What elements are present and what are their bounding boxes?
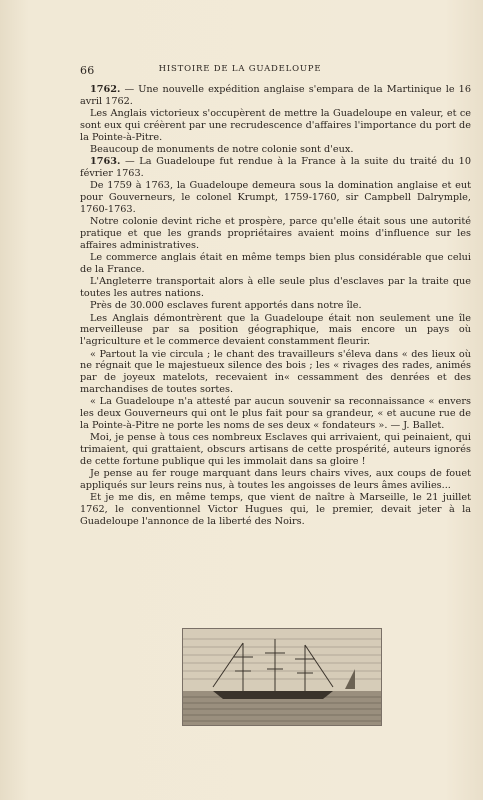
ship-engraving (182, 628, 382, 726)
paragraph: 1763. — La Guadeloupe fut rendue à la France à la suite du traité du 10 février 1763. (80, 156, 471, 180)
paragraph: 1762. — Une nouvelle expédition anglaise s'empara de la Martinique le 16 avril 1762. (80, 84, 471, 107)
paragraph: Les Anglais victorieux s'occupèrent de mettre la Guadeloupe en valeur, et ce sont eux qui créèrent par une recrudescence d'affaires l'importance du port de la Pointe-à-Pitre. (80, 108, 471, 143)
ship-illustration-icon (183, 629, 381, 725)
quote-paragraph: « La Guadeloupe n'a attesté par aucun souvenir sa reconnaissance « envers les deux Gouverneurs qui ont le plus fait pour sa grandeur, « et aucune rue de la Pointe-à-Pitre ne porte les noms de ses deux « fondateurs ». — J. Ballet. (80, 396, 471, 431)
year-label: 1763. (90, 156, 121, 168)
page-body (80, 84, 471, 528)
paragraph: Moi, je pense à tous ces nombreux Esclaves qui arrivaient, qui peinaient, qui trimaient, qui grattaient, obscurs artisans de cette prospérité, auteurs ignorés de cette fortune publique qui les immolait dans sa gloire ! (80, 432, 471, 467)
paragraph: Les Anglais démontrèrent que la Guadeloupe était non seulement une île merveilleuse par sa position géographique, mais encore un pays où l'agriculture et le commerce devaient constamment fleurir. (80, 312, 471, 348)
paragraph: Beaucoup de monuments de notre colonie sont d'eux. (90, 143, 354, 155)
paragraph: Le commerce anglais était en même temps bien plus considérable que celui de la France. (80, 252, 471, 275)
year-label: 1762. (90, 84, 121, 95)
paragraph: Et je me dis, en même temps, que vient de naître à Marseille, le 21 juillet 1762, le conventionnel Victor Hugues qui, le premier, devait jeter à la Guadeloupe l'annonce de la liberté des Noirs. (80, 492, 471, 527)
page-number: 66 (80, 64, 95, 77)
paragraph: Notre colonie devint riche et prospère, parce qu'elle était sous une autorité pratique et que les grands propriétaires avaient moins d'influence sur les affaires administratives. (80, 216, 471, 251)
paragraph: L'Angleterre transportait alors à elle seule plus d'esclaves par la traite que toutes les autres nations. (80, 276, 471, 300)
running-header (80, 64, 400, 78)
paragraph: De 1759 à 1763, la Guadeloupe demeura sous la domination anglaise et eut pour Gouverneurs, le colonel Krumpt, 1759-1760, sir Campbell Dalrymple, 1760-1763. (80, 180, 471, 215)
quote-paragraph: « Partout la vie circula ; le chant des travailleurs s'éleva dans « des lieux où ne régnait que le majestueux silence des bois ; les « rivages des rades, animés par de joyeux matelots, recevaient in« cessamment des denrées et des marchandises de toutes sortes. (80, 348, 471, 395)
running-title: HISTOIRE DE LA GUADELOUPE (158, 64, 322, 74)
paragraph: Je pense au fer rouge marquant dans leurs chairs vives, aux coups de fouet appliqués sur leurs reins nus, à toutes les angoisses de leurs âmes avilies... (80, 468, 471, 491)
paragraph: Près de 30.000 esclaves furent apportés dans notre île. (90, 300, 362, 312)
